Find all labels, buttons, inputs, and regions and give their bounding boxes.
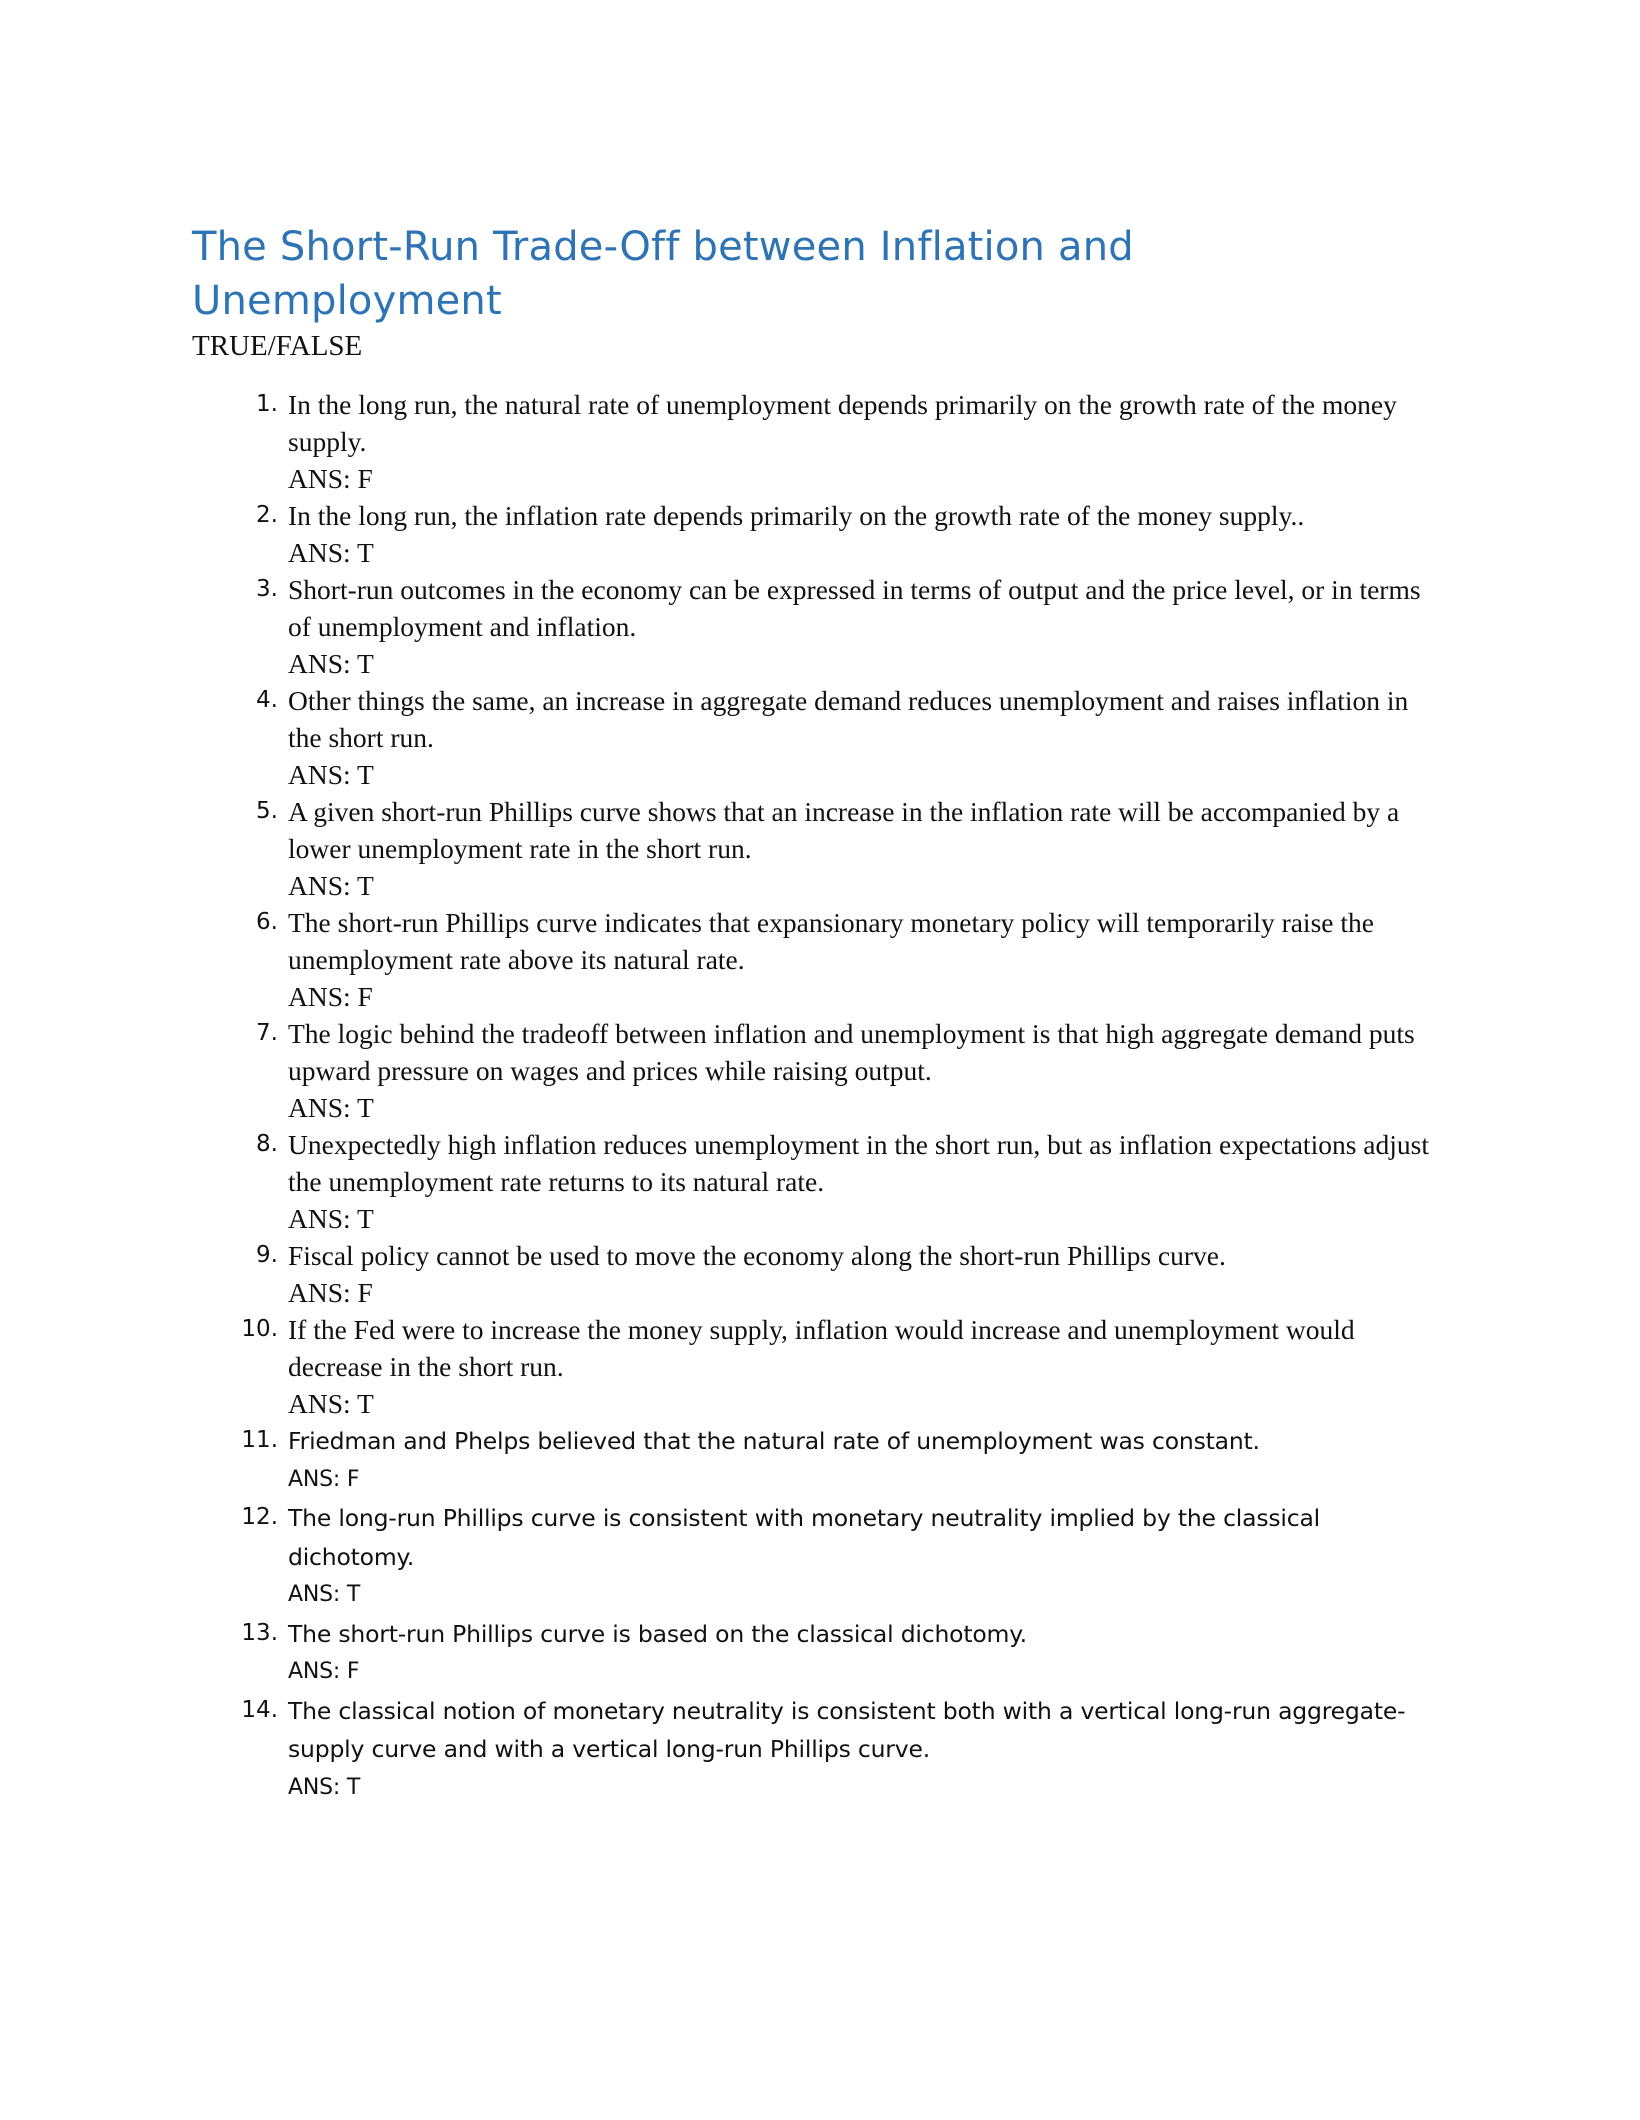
question-item — [240, 1422, 1430, 1499]
question-answer: ANS: F — [288, 1277, 373, 1308]
question-item — [240, 793, 1430, 904]
question-item — [240, 904, 1430, 1015]
question-item — [240, 1615, 1430, 1692]
question-number: 7. — [256, 1020, 278, 1046]
section-label: TRUE/FALSE — [192, 330, 363, 362]
question-answer: ANS: T — [288, 648, 374, 679]
question-list — [240, 386, 1430, 1807]
question-answer: ANS: T — [288, 1388, 374, 1419]
question-answer: ANS: T — [288, 870, 374, 901]
question-answer: ANS: T — [288, 537, 374, 568]
question-number: 9. — [256, 1242, 278, 1268]
question-text: The classical notion of monetary neutrality is consistent both with a vertical long-run aggregate-supply curve and with a vertical long-run Phillips curve. — [288, 1696, 1406, 1763]
question-item — [240, 1499, 1430, 1615]
question-number: 12. — [241, 1504, 278, 1530]
question-text: In the long run, the inflation rate depends primarily on the growth rate of the money supply.. — [288, 500, 1305, 531]
question-number: 4. — [256, 687, 278, 713]
question-text: The logic behind the tradeoff between inflation and unemployment is that high aggregate demand puts upward pressure on wages and prices while raising output. — [288, 1018, 1415, 1086]
question-item — [240, 1692, 1430, 1808]
question-text: Unexpectedly high inflation reduces unemployment in the short run, but as inflation expectations adjust the unemployment rate returns to its natural rate. — [288, 1129, 1429, 1197]
question-answer: ANS: F — [288, 1659, 360, 1684]
question-answer: ANS: T — [288, 1774, 361, 1800]
question-text: Other things the same, an increase in aggregate demand reduces unemployment and raises inflation in the short run. — [288, 685, 1409, 753]
question-number: 14. — [241, 1696, 278, 1723]
question-number: 3. — [256, 576, 278, 602]
question-text: A given short-run Phillips curve shows that an increase in the inflation rate will be accompanied by a lower unemployment rate in the short run. — [288, 796, 1400, 864]
question-text: The long-run Phillips curve is consistent with monetary neutrality implied by the classical dichotomy. — [288, 1504, 1320, 1571]
question-answer: ANS: F — [288, 981, 373, 1012]
question-text: Friedman and Phelps believed that the natural rate of unemployment was constant. — [288, 1427, 1260, 1455]
question-text: If the Fed were to increase the money supply, inflation would increase and unemployment would decrease in the short run. — [288, 1314, 1355, 1382]
question-item — [240, 497, 1430, 571]
question-text: In the long run, the natural rate of unemployment depends primarily on the growth rate of the money supply. — [288, 389, 1397, 457]
question-item — [240, 1237, 1430, 1311]
question-answer: ANS: T — [288, 1092, 374, 1123]
question-item — [240, 1015, 1430, 1126]
question-item — [240, 682, 1430, 793]
question-number: 10. — [241, 1316, 278, 1342]
question-answer: ANS: F — [288, 463, 373, 494]
question-answer: ANS: T — [288, 759, 374, 790]
question-answer: ANS: T — [288, 1582, 361, 1607]
question-text: The short-run Phillips curve is based on the classical dichotomy. — [288, 1619, 1027, 1648]
question-item — [240, 571, 1430, 682]
question-number: 6. — [256, 909, 278, 935]
page-title: The Short-Run Trade-Off between Inflation and Unemployment — [192, 224, 1134, 324]
question-answer: ANS: F — [288, 1466, 360, 1492]
question-text: Short-run outcomes in the economy can be expressed in terms of output and the price level, or in terms of unemployment and inflation. — [288, 574, 1421, 642]
question-number: 8. — [256, 1131, 278, 1157]
question-item — [240, 1311, 1430, 1422]
question-number: 5. — [256, 798, 278, 824]
question-item — [240, 1126, 1430, 1237]
question-number: 13. — [241, 1619, 278, 1646]
question-number: 1. — [256, 391, 278, 417]
question-text: Fiscal policy cannot be used to move the economy along the short-run Phillips curve. — [288, 1240, 1226, 1271]
question-item — [240, 386, 1430, 497]
question-number: 2. — [256, 502, 278, 528]
question-answer: ANS: T — [288, 1203, 374, 1234]
question-text: The short-run Phillips curve indicates that expansionary monetary policy will temporarily raise the unemployment rate above its natural rate. — [288, 907, 1374, 975]
question-number: 11. — [241, 1427, 278, 1453]
